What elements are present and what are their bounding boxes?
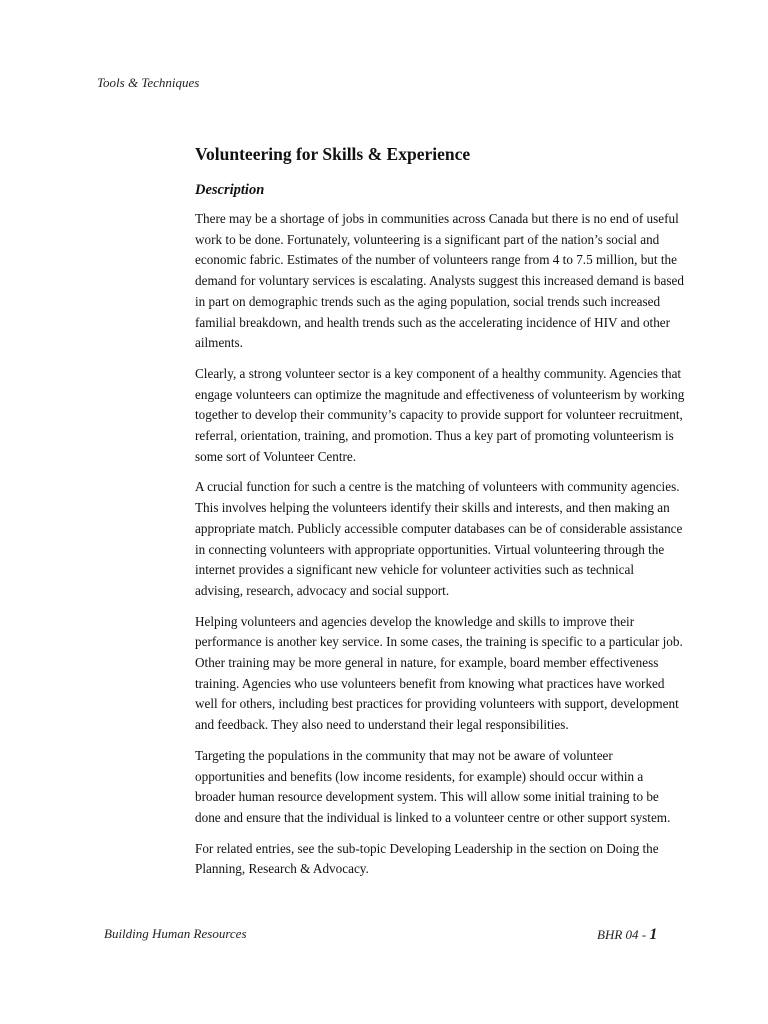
- paragraph-3: A crucial function for such a centre is the matching of volunteers with community agencies. This involves helping the volunteers identify their skills and interests, and then making an appropriate match. Publicly accessible computer databases can be of considerable assistance in connecting volunteers with appropriate opportunities. Virtual volunteering through the internet provides a significant new vehicle for volunteer activities such as technical advising, research, advocacy and social support.: [195, 479, 683, 598]
- footer-page-label: [597, 926, 657, 944]
- section-heading-description: Description: [195, 182, 265, 198]
- paragraph-1: There may be a shortage of jobs in communities across Canada but there is no end of useful work to be done. Fortunately, volunteering is a significant part of the nation’s social and economic fabric. Estimates of the number of volunteers range from 4 to 7.5 million, but the demand for voluntary services is escalating. Analysts suggest this increased demand is based in part on demographic trends such as the aging population, social trends such increased familial breakdown, and health trends such as the accelerating incidence of HIV and other ailments.: [195, 211, 684, 351]
- running-header: Tools & Techniques: [97, 75, 200, 90]
- footer-doc-code: BHR 04 -: [597, 927, 650, 942]
- paragraph-2: Clearly, a strong volunteer sector is a key component of a healthy community. Agencies that engage volunteers can optimize the magnitude and effectiveness of volunteerism by working together to develop their community’s capacity to provide support for volunteer recruitment, referral, orientation, training, and promotion. Thus a key part of promoting volunteerism is some sort of Volunteer Centre.: [195, 365, 685, 464]
- main-content: [195, 143, 685, 890]
- paragraph-4: Helping volunteers and agencies develop the knowledge and skills to improve their performance is another key service. In some cases, the training is specific to a particular job. Other training may be more general in nature, for example, board member effectiveness training. Agencies who use volunteers benefit from knowing what practices have worked well for others, including best practices for providing volunteers with support, development and feedback. They also need to understand their legal responsibilities.: [195, 613, 683, 733]
- document-title: Volunteering for Skills & Experience: [195, 144, 471, 164]
- paragraph-5: Targeting the populations in the community that may not be aware of volunteer opportunities and benefits (low income residents, for example) should occur within a broader human resource development system. This will allow some initial training to be done and ensure that the individual is linked to a volunteer centre or other support system.: [195, 747, 671, 825]
- paragraph-6: For related entries, see the sub-topic Developing Leadership in the section on Doing the Planning, Research & Advocacy.: [195, 840, 659, 877]
- footer-publication-title: Building Human Resources: [104, 926, 247, 941]
- page-number: 1: [649, 926, 658, 943]
